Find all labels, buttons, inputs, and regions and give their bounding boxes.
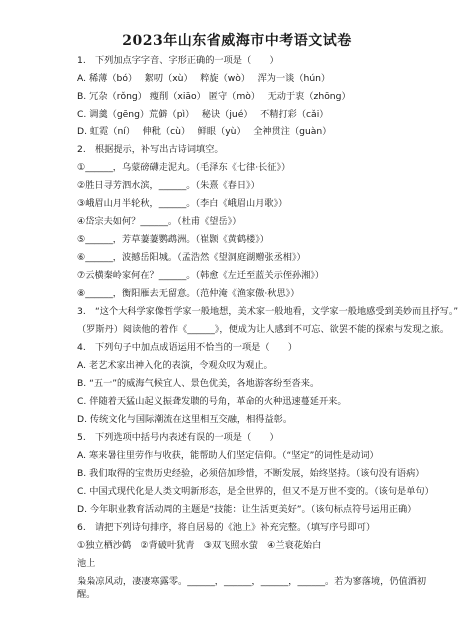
q2-item-5: ⑤______，芳草萋萋鹦鹉洲。（崔颢《黄鹤楼》） [77, 234, 269, 245]
question-5: 5. 下列选项中括号内表述有误的一项是（ ） [77, 432, 279, 443]
q2-item-1: ①______，乌蒙磅礴走泥丸。（毛泽东《七律·长征》） [77, 162, 291, 173]
q2-item-8: ⑧______，衡阳雁去无留意。（范仲淹《渔家傲·秋思》） [77, 288, 300, 299]
q4-option-c: C. 伴随着天猛山起义振聋发聩的号角，革命的火种迅速蔓延开来。 [77, 396, 347, 407]
q2-item-7: ⑦云横秦岭家何在？______。（韩愈《左迁至蓝关示侄孙湘》） [77, 270, 325, 281]
q2-item-4: ④岱宗夫如何？______。（杜甫《望岳》） [77, 216, 242, 227]
q1-option-a: A. 稀薄（bó） 絮叨（xù） 粹旋（wò） 浑为一谈（hún） [77, 73, 331, 84]
poem-text: 枭枭凉风动，凄凄寒露零。______，______，______，______。若为寥落境，仍值酒初醒。 [77, 576, 427, 600]
q2-item-2: ②胜日寻芳泗水滨，______。（朱熹《春日》） [77, 180, 260, 191]
q1-option-d: D. 虹霓（ní） 伸秕（cù） 鲜眼（yù） 全神贯注（guàn） [77, 126, 332, 137]
q4-option-a: A. 老艺术家出神入化的表演，令观众叹为观止。 [77, 360, 273, 371]
question-3-cont: （罗斯丹）阅读他的着作《______》，便成为让人感到不可忘、欲罢不能的探索与发现之旅。 [77, 324, 450, 335]
q5-option-c: C. 中国式现代化是人类文明新形态，是全世界的，但又不是万世不变的。（该句是单句） [77, 486, 434, 497]
q2-item-3: ③峨眉山月半轮秋，______。（李白《峨眉山月歌》） [77, 198, 288, 209]
q5-option-d: D. 今年职业教育活动周的主题是“技能：让生活更美好”。（该句标点符号运用正确） [77, 504, 417, 515]
q1-option-b: B. 冗杂（rǒng） 瘦削（xiāo） 匿守（mò） 无动于衷（zhōng） [77, 91, 351, 102]
q4-option-b: B. “五一”的威海气候宜人、景色优美，各地游客纷至沓来。 [77, 378, 320, 389]
question-6: 6. 请把下列诗句排序，将自居易的《池上》补充完整。（填写序号即可） [77, 522, 376, 533]
q4-option-d: D. 传统文化与国际潮流在这里相互交融，相得益彰。 [77, 414, 293, 425]
page-title: 2023年山东省威海市中考语文试卷 [122, 33, 352, 49]
q5-option-b: B. 我们取得的宝贵历史经验，必须倍加珍惜，不断发展，始终坚持。（该句没有语病） [77, 468, 425, 479]
question-3: 3. “这个大科学家像哲学家一般地想，美术家一般地看，文学家一般地感受到美妙而且抒写。” [77, 306, 459, 317]
poem-title: 池上 [77, 558, 96, 569]
question-2: 2. 根据提示，补写出古诗词填空。 [77, 144, 224, 155]
q2-item-6: ⑥______，波撼岳阳城。（孟浩然《望洞庭湖赠张丞相》） [77, 252, 306, 263]
question-1: 1. 下列加点字字音、字形正确的一项是（ ） [77, 55, 279, 66]
q5-option-a: A. 寒来暑往里劳作与收获，能帮助人们坚定信仰。（“坚定”的词性是动词） [77, 450, 379, 461]
q6-options: ①独立栖沙鹤 ②背破叶犹青 ③双飞照水萤 ④兰衰花始白 [77, 540, 322, 551]
question-4: 4. 下列句子中加点成语运用不恰当的一项是（ ） [77, 342, 298, 353]
q1-option-c: C. 调羹（gēng）荒僻（pì） 秘诀（jué） 不精打彩（cǎi） [77, 109, 329, 120]
